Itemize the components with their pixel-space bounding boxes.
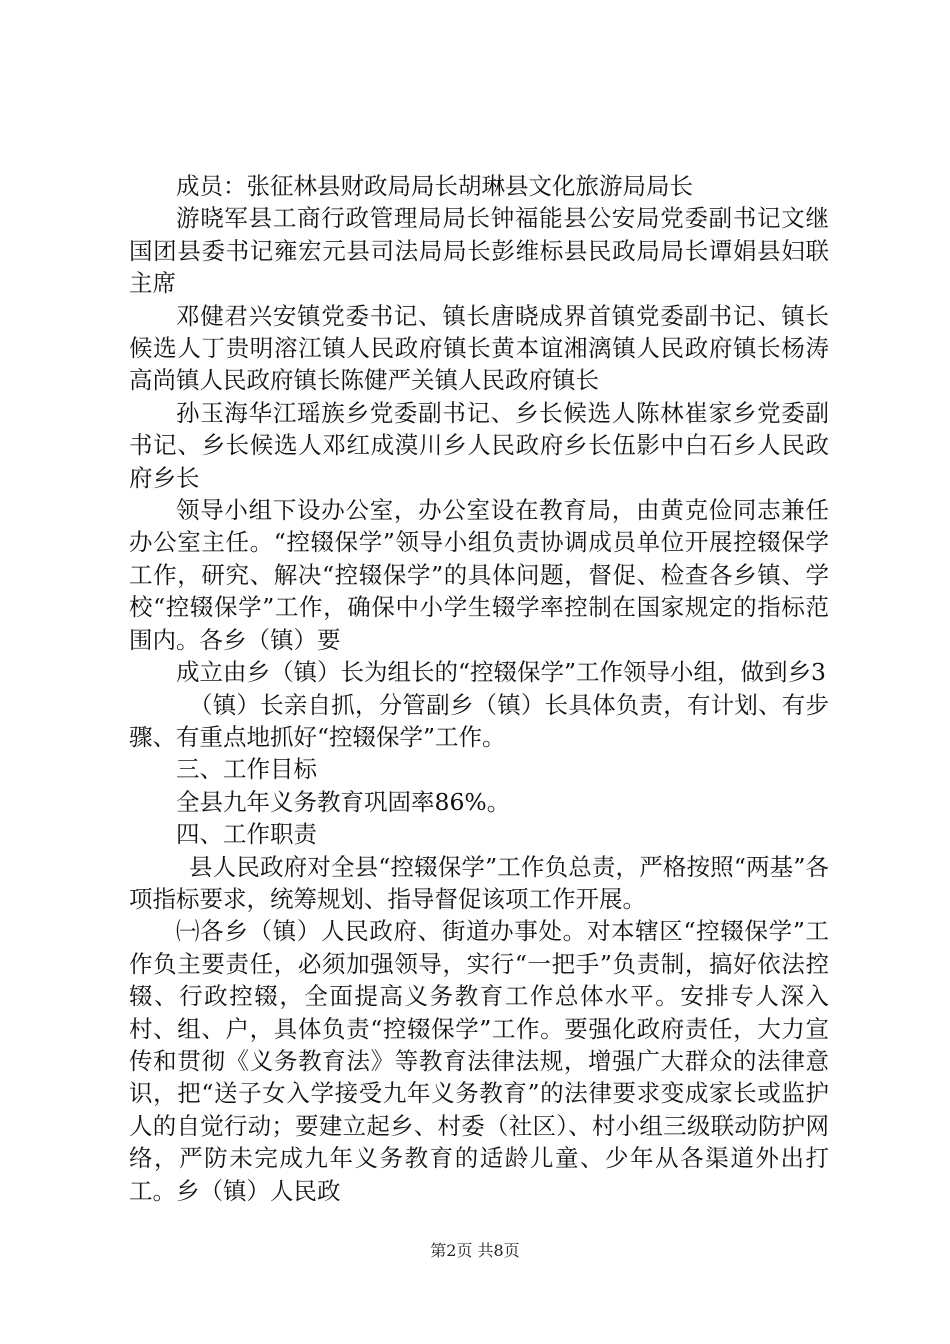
- paragraph-members: 成员：张征林县财政局局长胡琳县文化旅游局局长: [176, 172, 693, 200]
- paragraph-town-leaders: （镇）长亲自抓，分管副乡（镇）长具体负责，有计划、有步骤、有重点地抓好“控辍保学”工作。: [129, 690, 829, 751]
- paragraph-members-villages: 孙玉海华江瑶族乡党委副书记、乡长候选人陈林崔家乡党委副书记、乡长候选人邓红成漠川乡人民政府乡长伍影中白石乡人民政府乡长: [129, 398, 829, 492]
- paragraph-members-towns: 邓健君兴安镇党委书记、镇长唐晓成界首镇党委副书记、镇长候选人丁贵明溶江镇人民政府镇长黄本谊湘漓镇人民政府镇长杨涛高尚镇人民政府镇长陈健严关镇人民政府镇长: [129, 301, 829, 395]
- paragraph-town-groups: 成立由乡（镇）长为组长的“控辍保学”工作领导小组，做到乡3: [176, 658, 826, 687]
- paragraph-members-county: 游晓军县工商行政管理局局长钟福能县公安局党委副书记文继国团县委书记雍宏元县司法局局长彭维标县民政局局长谭娟县妇联主席: [129, 204, 829, 298]
- paragraph-town-duty: ㈠各乡（镇）人民政府、街道办事处。对本辖区“控辍保学”工作负主要责任，必须加强领导，实行“一把手”负责制，搞好依法控辍、行政控辍，全面提高义务教育工作总体水平。安排专人深入村、组、户，具体负责“控辍保学”工作。要强化政府责任，大力宣传和贯彻《义务教育法》等教育法律法规，增强广大群众的法律意识，把“送子女入学接受九年义务教育”的法律要求变成家长或监护人的自觉行动；要建立起乡、村委（社区）、村小组三级联动防护网络，严防未完成九年义务教育的适龄儿童、少年从各渠道外出打工。乡（镇）人民政: [129, 917, 829, 1205]
- page-number-footer: 第2页 共8页: [430, 1241, 520, 1260]
- heading-work-goals: 三、工作目标: [176, 755, 317, 784]
- paragraph-goal-rate: 全县九年义务教育巩固率86%。: [176, 787, 511, 816]
- paragraph-county-duty: 县人民政府对全县“控辍保学”工作负总责，严格按照“两基”各项指标要求，统筹规划、指导督促该项工作开展。: [129, 852, 829, 913]
- heading-work-duties: 四、工作职责: [176, 820, 317, 849]
- document-body: [129, 170, 829, 1207]
- paragraph-office: 领导小组下设办公室，办公室设在教育局，由黄克俭同志兼任办公室主任。“控辍保学”领导小组负责协调成员单位开展控辍保学工作，研究、解决“控辍保学”的具体问题，督促、检查各乡镇、学校“控辍保学”工作，确保中小学生辍学率控制在国家规定的指标范围内。各乡（镇）要: [129, 496, 829, 654]
